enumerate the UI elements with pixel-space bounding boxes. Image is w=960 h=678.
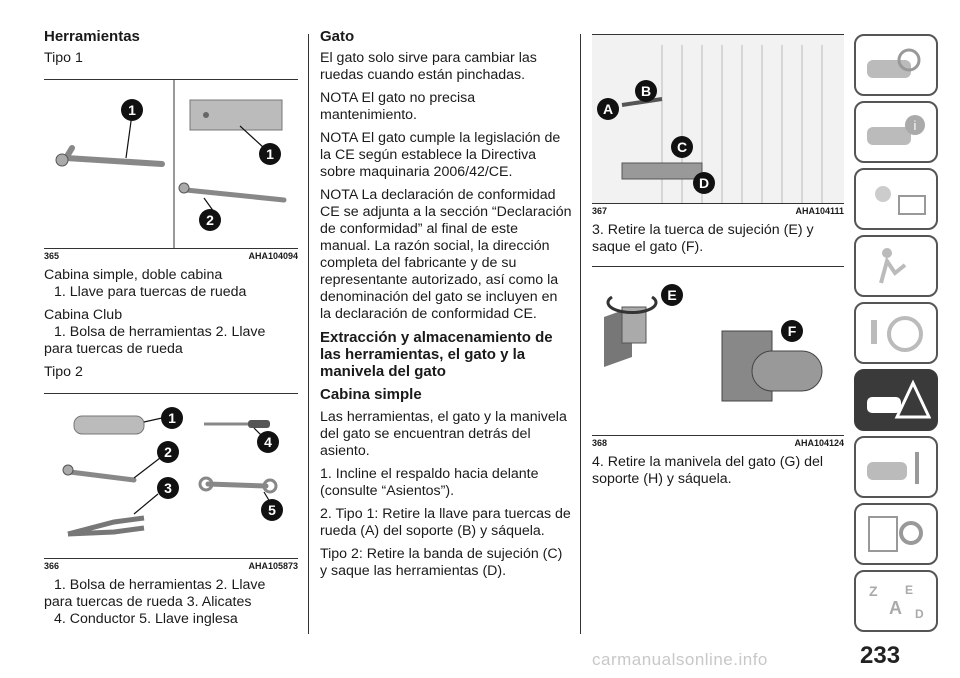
sidebar-tab-car-service[interactable]	[854, 436, 938, 498]
figure-365-number: 365	[44, 251, 60, 261]
caption-366-line-2: para tuercas de rueda 3. Alicates	[44, 594, 252, 610]
wheel-wrench-icon	[66, 158, 162, 164]
figure-366-caption	[44, 561, 298, 571]
column-1	[44, 28, 298, 634]
figure-365-caption	[44, 251, 298, 261]
step-2-tipo-1: 2. Tipo 1: Retire la llave para tuercas de rueda (A) del soporte (B) y sáquela.	[320, 506, 571, 539]
gato-note-1: NOTA El gato no precisa mantenimiento.	[320, 90, 476, 123]
figure-368-code: AHA104124	[794, 438, 844, 448]
svg-text:i: i	[913, 118, 917, 133]
light-mail-icon	[861, 176, 931, 222]
key-steering-icon	[861, 310, 931, 356]
svg-text:D: D	[915, 607, 924, 621]
callout-F: F	[787, 323, 797, 339]
figure-366	[44, 393, 298, 559]
section-heading-herramientas: Herramientas	[44, 28, 140, 45]
step-4: 4. Retire la manivela del gato (G) del soporte (H) y sáquela.	[592, 454, 824, 487]
sidebar-tab-light-mail[interactable]	[854, 168, 938, 230]
callout-1b: 1	[266, 146, 274, 162]
cabina-club-text: Cabina Club	[44, 307, 123, 323]
step-1: 1. Incline el respaldo hacia delante (consulte “Asientos”).	[320, 466, 539, 499]
section-heading-gato: Gato	[320, 28, 355, 45]
car-service-icon	[861, 444, 931, 490]
figure-368-number: 368	[592, 438, 608, 448]
section-heading-cabina-simple: Cabina simple	[320, 386, 422, 403]
alphabet-index-icon	[861, 578, 931, 624]
figure-367-code: AHA104111	[795, 206, 844, 216]
cabina-simple-list: 1. Llave para tuercas de rueda	[54, 284, 247, 300]
sidebar-tab-settings-list[interactable]	[854, 503, 938, 565]
page-number: 233	[860, 642, 901, 669]
sidebar-tab-car-info[interactable]	[854, 101, 938, 163]
sidebar-tab-car-warning[interactable]	[854, 369, 938, 431]
column-divider-2	[580, 34, 581, 634]
cabina-club-list-2: para tuercas de rueda	[44, 341, 183, 357]
callout-A: A	[602, 101, 614, 117]
callout-E: E	[667, 287, 677, 303]
wheel-wrench-icon	[70, 472, 134, 480]
cabina-simple-paragraph: Las herramientas, el gato y la manivela del gato se encuentran detrás del asiento.	[320, 409, 567, 459]
callout-366-5: 5	[268, 502, 276, 518]
car-warning-icon	[861, 377, 931, 423]
tipo-1-label: Tipo 1	[44, 50, 83, 66]
step-2-tipo-2: Tipo 2: Retire la banda de sujeción (C) y saque las herramientas (D).	[320, 546, 563, 579]
gato-note-3: NOTA La declaración de conformidad CE se adjunta a la sección “Declaración de conformidad” al final de este manual. La razón social, la dirección completa del fabricante y de su representante autorizado, así como la denominación del gato se incluyen en la declaración de conformidad CE.	[320, 187, 572, 322]
sidebar-tab-car-search[interactable]	[854, 34, 938, 96]
svg-text:E: E	[905, 583, 914, 597]
sidebar-tab-key-steering[interactable]	[854, 302, 938, 364]
sidebar-tab-alphabet-index[interactable]	[854, 570, 938, 632]
callout-2: 2	[206, 212, 214, 228]
tool-strap-icon	[622, 163, 702, 179]
figure-366-code: AHA105873	[248, 561, 298, 571]
cabina-club-list-1: 1. Bolsa de herramientas 2. Llave	[54, 324, 266, 340]
settings-list-icon	[861, 511, 931, 557]
spanner-icon	[208, 484, 266, 486]
column-3	[592, 28, 844, 494]
watermark: carmanualsonline.info	[592, 650, 768, 669]
figure-367-number: 367	[592, 206, 608, 216]
callout-D: D	[698, 175, 710, 191]
figure-366-illustration	[44, 394, 298, 558]
figure-368	[592, 266, 844, 436]
cabina-simple-text: Cabina simple, doble cabina	[44, 267, 223, 283]
svg-text:Z: Z	[869, 583, 878, 599]
airbag-icon	[861, 243, 931, 289]
step-3: 3. Retire la tuerca de sujeción (E) y saque el gato (F).	[592, 222, 814, 255]
figure-365	[44, 79, 298, 249]
figure-368-caption	[592, 438, 844, 448]
tool-bag-icon	[74, 416, 144, 434]
sidebar-tab-airbag[interactable]	[854, 235, 938, 297]
car-info-icon	[861, 109, 931, 155]
figure-367-caption	[592, 206, 844, 216]
callout-366-3: 3	[164, 480, 172, 496]
column-divider-1	[308, 34, 309, 634]
callout-B: B	[640, 83, 652, 99]
figure-368-illustration	[592, 267, 844, 435]
callout-1a: 1	[128, 102, 136, 118]
figure-367-illustration	[592, 35, 844, 203]
caption-366-line-3: 4. Conductor 5. Llave inglesa	[54, 611, 238, 627]
callout-366-4: 4	[264, 434, 272, 450]
callout-366-2: 2	[164, 444, 172, 460]
figure-366-number: 366	[44, 561, 60, 571]
tipo-2-label: Tipo 2	[44, 364, 83, 380]
caption-366-line-1: 1. Bolsa de herramientas 2. Llave	[54, 577, 266, 593]
callout-366-1: 1	[168, 410, 176, 426]
figure-365-code: AHA104094	[248, 251, 298, 261]
column-2	[320, 28, 572, 586]
gato-note-2: NOTA El gato cumple la legislación de la CE según establece la Directiva sobre maquinaria 2006/42/CE.	[320, 130, 561, 180]
figure-367	[592, 34, 844, 204]
svg-text:A: A	[889, 598, 902, 618]
car-search-icon	[861, 42, 931, 88]
figure-365-illustration	[44, 80, 298, 248]
section-heading-extraccion: Extracción y almacenamiento de las herramientas, el gato y la manivela del gato	[320, 329, 553, 380]
gato-paragraph-1: El gato solo sirve para cambiar las ruedas cuando están pinchadas.	[320, 50, 537, 83]
callout-C: C	[676, 139, 688, 155]
